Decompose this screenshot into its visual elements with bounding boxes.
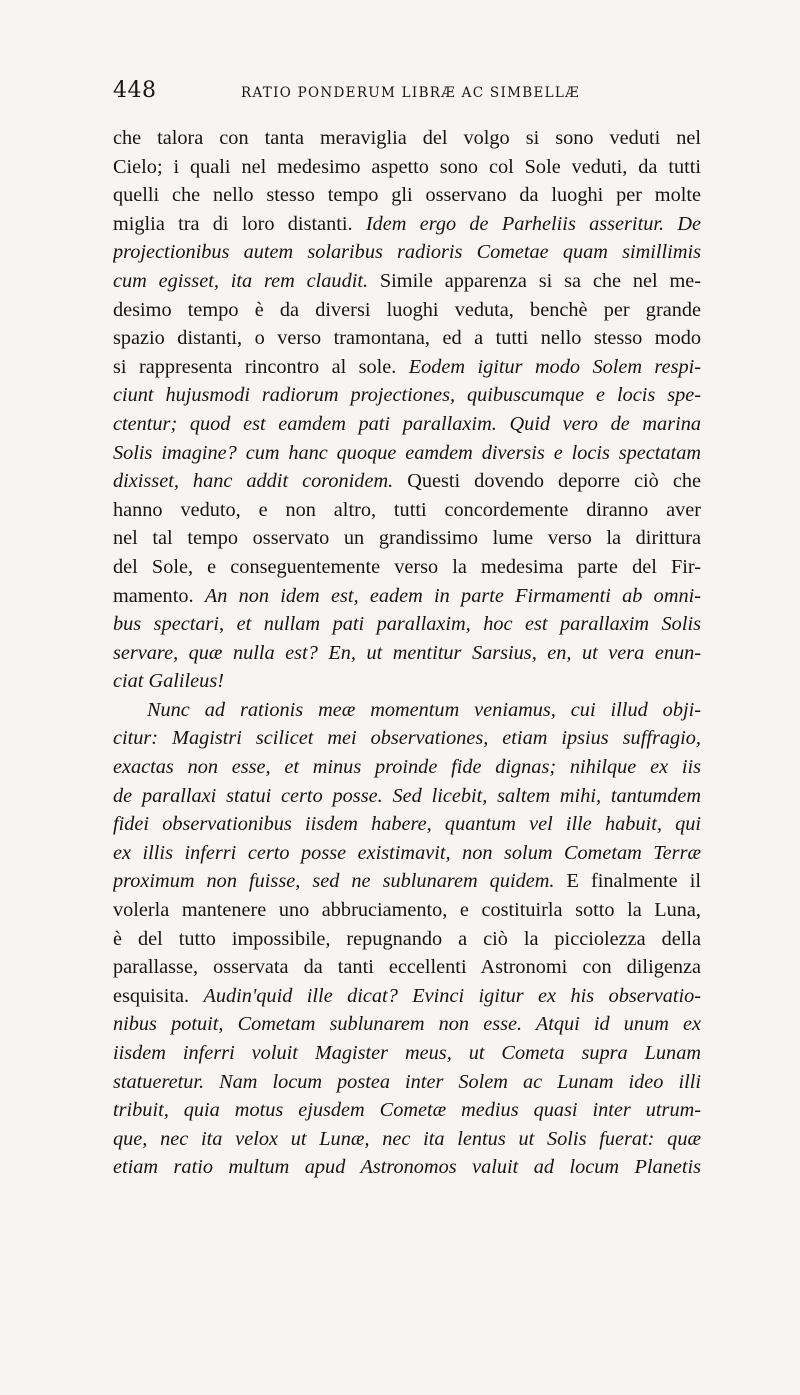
italic-segment: fidei observationibus iisdem habere, quantum vel ille habuit, qui (113, 813, 701, 836)
text-line (113, 467, 701, 496)
italic-segment: iisdem inferri voluit Magister meus, ut Cometa supra Lunam (113, 1042, 701, 1064)
text-segment: che talora con tanta meraviglia del volgo si sono veduti nel (113, 127, 701, 149)
text-line (113, 238, 701, 267)
text-line (113, 953, 701, 982)
text-line (113, 353, 701, 382)
text-line (113, 896, 701, 925)
text-segment: Cielo; i quali nel medesimo aspetto sono col Sole veduti, da tutti (113, 155, 701, 178)
text-segment: del Sole, e conseguentemente verso la medesima parte del Fir- (113, 555, 701, 578)
text-line (113, 1153, 701, 1182)
text-segment: nel tal tempo osservato un grandissimo lume verso la dirittura (113, 527, 701, 550)
text-line (113, 324, 701, 353)
text-line (113, 1039, 701, 1068)
body-text (113, 124, 701, 1182)
text-line (113, 582, 701, 611)
text-segment: spazio distanti, o verso tramontana, ed a tutti nello stesso modo (113, 327, 701, 350)
text-line (113, 296, 701, 325)
italic-segment: An non idem est, eadem in parte Firmamenti ab omni- (204, 584, 701, 607)
text-line (113, 124, 701, 153)
text-segment: è del tutto impossibile, repugnando a ciò la picciolezza della (113, 927, 701, 950)
italic-segment: proximum non fuisse, sed ne sublunarem quidem. (113, 870, 555, 893)
italic-segment: Eodem igitur modo Solem respi- (408, 355, 701, 378)
text-line (113, 724, 701, 753)
italic-segment: de parallaxi statui certo posse. Sed licebit, saltem mihi, tantumdem (113, 784, 701, 807)
italic-segment: ciunt hujusmodi radiorum projectiones, quibuscumque e locis spe- (113, 384, 701, 407)
text-segment: quelli che nello stesso tempo gli osservano da luoghi per molte (113, 184, 701, 207)
text-line (113, 153, 701, 182)
text-line (113, 1125, 701, 1154)
text-line (113, 667, 701, 696)
italic-segment: Audin'quid ille dicat? Evinci igitur ex his observatio- (203, 984, 701, 1007)
text-segment: si rappresenta rincontro al sole. (113, 355, 409, 378)
italic-segment: tribuit, quia motus ejusdem Cometæ medius quasi inter utrum- (113, 1099, 701, 1122)
italic-segment: projectionibus autem solaribus radioris Cometae quam simillimis (113, 241, 701, 264)
text-segment: Questi dovendo deporre ciò che (393, 470, 701, 493)
text-segment: desimo tempo è da diversi luoghi veduta, benchè per grande (113, 298, 701, 321)
text-line (113, 696, 701, 725)
text-segment: mamento. (113, 584, 205, 607)
text-line (113, 867, 701, 896)
italic-segment: cum egisset, ita rem claudit. (113, 269, 369, 292)
text-line (113, 610, 701, 639)
text-line (113, 782, 701, 811)
text-segment: parallasse, osservata da tanti eccellenti Astronomi con diligenza (113, 956, 701, 979)
text-line (113, 1068, 701, 1097)
text-line (113, 839, 701, 868)
text-segment: Simile apparenza si sa che nel me- (368, 269, 701, 292)
text-line (113, 1010, 701, 1039)
italic-segment: citur: Magistri scilicet mei observationes, etiam ipsius suffragio, (113, 727, 701, 750)
text-line (113, 1096, 701, 1125)
text-line (113, 381, 701, 410)
text-line (113, 753, 701, 782)
text-segment: hanno veduto, e non altro, tutti concordemente diranno aver (113, 498, 701, 521)
text-line (113, 210, 701, 239)
italic-segment: ex illis inferri certo posse existimavit, non solum Cometam Terræ (113, 841, 701, 864)
text-line (113, 439, 701, 468)
text-line (113, 639, 701, 668)
italic-segment: bus spectari, et nullam pati parallaxim, hoc est parallaxim Solis (113, 613, 701, 636)
italic-segment: ctentur; quod est eamdem pati parallaxim. Quid vero de marina (113, 412, 701, 435)
text-line (113, 982, 701, 1011)
italic-segment: Solis imagine? cum hanc quoque eamdem diversis e locis spectatam (113, 441, 701, 464)
text-segment: E finalmente il (554, 870, 701, 893)
text-line (113, 267, 701, 296)
text-segment: miglia tra di loro distanti. (113, 212, 366, 235)
italic-segment: que, nec ita velox ut Lunæ, nec ita lentus ut Solis fuerat: quæ (113, 1127, 701, 1150)
text-line (113, 553, 701, 582)
text-line (113, 181, 701, 210)
italic-segment: statueretur. Nam locum postea inter Solem ac Lunam ideo illi (113, 1070, 701, 1093)
italic-segment: Idem ergo de Parheliis asseritur. De (365, 212, 701, 235)
text-line (113, 524, 701, 553)
text-line (113, 496, 701, 525)
italic-segment: exactas non esse, et minus proinde fide dignas; nihilque ex iis (113, 756, 701, 779)
page-number: 448 (113, 78, 157, 103)
italic-segment: Nunc ad rationis meæ momentum veniamus, cui illud obji- (147, 698, 701, 721)
text-segment: volerla mantenere uno abbruciamento, e costituirla sotto la Luna, (113, 899, 701, 922)
running-head (113, 78, 701, 108)
text-segment: esquisita. (113, 984, 204, 1007)
italic-segment: etiam ratio multum apud Astronomos valuit ad locum Planetis (113, 1156, 701, 1179)
text-line (113, 925, 701, 954)
text-line (113, 810, 701, 839)
italic-segment: ciat Galileus! (113, 670, 224, 693)
italic-segment: dixisset, hanc addit coronidem. (113, 470, 394, 493)
text-line (113, 410, 701, 439)
italic-segment: nibus potuit, Cometam sublunarem non esse. Atqui id unum ex (113, 1013, 701, 1036)
running-title: RATIO PONDERUM LIBRÆ AC SIMBELLÆ (241, 85, 580, 101)
italic-segment: servare, quæ nulla est? En, ut mentitur Sarsius, en, ut vera enun- (113, 641, 701, 664)
